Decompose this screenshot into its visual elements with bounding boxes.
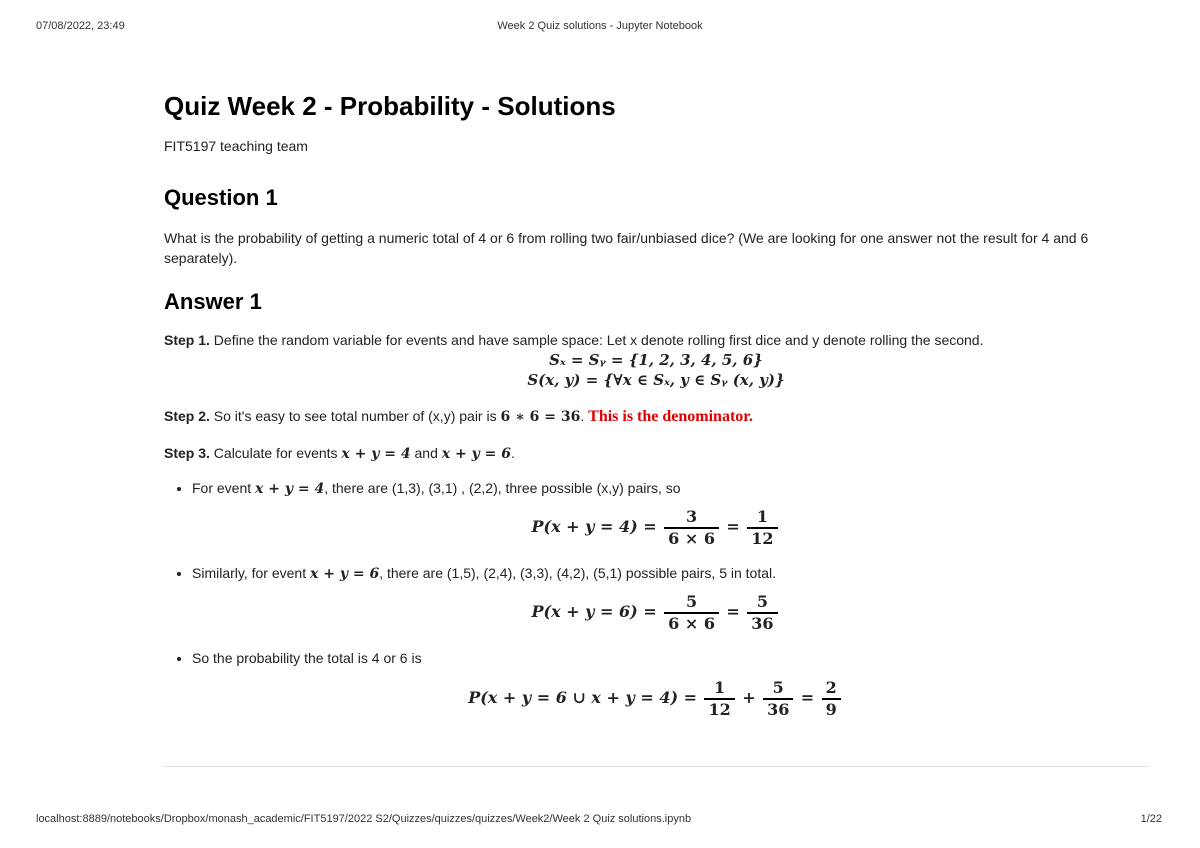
eq1-fraction-1 xyxy=(664,507,719,549)
eq2-num-1: 5 xyxy=(664,592,719,614)
step-3-label: Step 3. xyxy=(164,445,210,461)
display-equation-3 xyxy=(164,678,1148,720)
step-2-label: Step 2. xyxy=(164,408,210,424)
print-datetime: 07/08/2022, 23:49 xyxy=(36,20,125,32)
bullet-2-text: , there are (1,5), (2,4), (3,3), (4,2), (5,1) possible pairs, 5 in total. xyxy=(379,565,777,581)
answer-1-heading: Answer 1 xyxy=(164,289,262,314)
step-1-label: Step 1. xyxy=(164,332,210,348)
solution-list xyxy=(164,478,1148,499)
eq2-lhs: P(x + y = 6) = xyxy=(531,602,657,622)
joint-space-equation: S(x, y) = {∀x ∈ Sₓ, y ∈ Sᵧ (x, y)} xyxy=(527,371,785,389)
eq3-plus: + xyxy=(742,688,756,708)
step-2 xyxy=(164,406,1148,427)
display-equation-1 xyxy=(164,507,1148,549)
bullet-3-text: So the probability the total is 4 or 6 is xyxy=(192,650,422,666)
denominator-note: This is the denominator. xyxy=(588,408,753,425)
step-3-equation-1: x + y = 4 xyxy=(341,446,411,462)
eq1-den-2: 12 xyxy=(751,529,774,548)
cell-divider xyxy=(164,766,1148,767)
step-2-text: So it's easy to see total number of (x,y) pair is xyxy=(209,408,501,424)
eq2-den-2: 36 xyxy=(751,614,774,633)
step-3 xyxy=(164,443,1148,464)
step-3-period: . xyxy=(510,445,515,461)
question-1-text: What is the probability of getting a numeric total of 4 or 6 from rolling two fair/unbiased dice? (We are looking for one answer not the result for 4 and 6 separately). xyxy=(164,230,1089,266)
eq1-fraction-2 xyxy=(747,507,777,549)
step-2-equation: 6 ∗ 6 = 36 xyxy=(500,409,581,425)
document-title: Quiz Week 2 - Probability - Solutions xyxy=(164,91,616,121)
eq3-num-1: 1 xyxy=(704,678,734,700)
author-line: FIT5197 teaching team xyxy=(164,138,308,154)
eq1-lhs: P(x + y = 4) = xyxy=(531,517,657,537)
list-item-event-4 xyxy=(192,478,1148,499)
step-3-and: and xyxy=(410,445,442,461)
eq3-den-3: 9 xyxy=(825,700,837,719)
eq3-lhs: P(x + y = 6 ∪ x + y = 4) = xyxy=(468,688,698,708)
list-item-total xyxy=(192,648,1148,668)
eq3-fraction-2 xyxy=(763,678,793,720)
step-1 xyxy=(164,330,1148,350)
step-3-text: Calculate for events xyxy=(209,445,342,461)
eq1-equals: = xyxy=(726,517,740,537)
eq3-num-2: 5 xyxy=(763,678,793,700)
list-item-event-6 xyxy=(192,563,1148,584)
eq1-num-2: 1 xyxy=(747,507,777,529)
eq3-den-2: 36 xyxy=(767,700,790,719)
eq1-num-1: 3 xyxy=(664,507,719,529)
notebook-content xyxy=(164,86,1148,720)
print-url: localhost:8889/notebooks/Dropbox/monash_academic/FIT5197/2022 S2/Quizzes/quizzes/quizzes/Week2/Week 2 Quiz solutions.ipynb xyxy=(36,813,692,825)
solution-list-3 xyxy=(164,648,1148,668)
bullet-1-equation: x + y = 4 xyxy=(255,481,325,497)
eq2-fraction-2 xyxy=(747,592,777,634)
eq3-fraction-1 xyxy=(704,678,734,720)
eq3-num-3: 2 xyxy=(822,678,841,700)
step-2-period: . xyxy=(580,408,585,424)
print-page-number: 1/22 xyxy=(1140,813,1162,825)
bullet-1-prefix: For event xyxy=(192,480,256,496)
display-equation-2 xyxy=(164,592,1148,634)
question-1-heading: Question 1 xyxy=(164,185,278,210)
eq1-den-1: 6 × 6 xyxy=(668,529,715,548)
solution-list-2 xyxy=(164,563,1148,584)
bullet-2-equation: x + y = 6 xyxy=(310,566,380,582)
eq2-den-1: 6 × 6 xyxy=(668,614,715,633)
step-1-text: Define the random variable for events and have sample space: Let x denote rolling first dice and y denote rolling the second. xyxy=(209,332,984,348)
eq3-equals: = xyxy=(800,688,815,708)
sample-space-equation: Sₓ = Sᵧ = {1, 2, 3, 4, 5, 6} xyxy=(549,351,763,369)
bullet-2-prefix: Similarly, for event xyxy=(192,565,310,581)
eq3-fraction-3 xyxy=(822,678,841,720)
eq2-fraction-1 xyxy=(664,592,719,634)
bullet-1-text: , there are (1,3), (3,1) , (2,2), three possible (x,y) pairs, so xyxy=(324,480,681,496)
step-3-equation-2: x + y = 6 xyxy=(441,446,511,462)
eq3-den-1: 12 xyxy=(708,700,731,719)
eq2-num-2: 5 xyxy=(747,592,777,614)
eq2-equals: = xyxy=(726,602,740,622)
print-page-title: Week 2 Quiz solutions - Jupyter Notebook xyxy=(497,20,703,32)
